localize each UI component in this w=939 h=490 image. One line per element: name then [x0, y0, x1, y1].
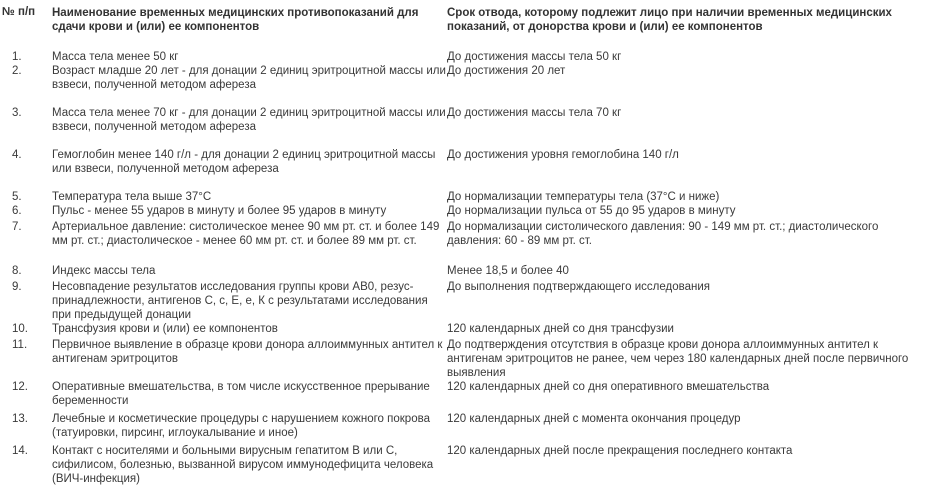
table-row	[0, 190, 939, 204]
header-name: Наименование временных медицинских противопоказаний для сдачи крови и (или) ее компонентов	[52, 7, 419, 33]
row-num: 14.	[12, 445, 28, 457]
row-num: 9.	[12, 281, 22, 293]
table-row	[0, 106, 939, 148]
row-period: Менее 18,5 и более 40	[447, 265, 569, 277]
row-num: 12.	[12, 381, 28, 393]
row-period: 120 календарных дней после прекращения последнего контакта	[447, 445, 793, 457]
table-row	[0, 50, 939, 64]
table-row	[0, 380, 939, 412]
row-num: 4.	[12, 149, 22, 161]
row-period: До нормализации систолического давления: 90 - 149 мм рт. ст.; диастолического давления: 60 - 89 мм рт. ст.	[447, 221, 879, 247]
row-name: Первичное выявление в образце крови донора аллоиммунных антител к антигенам эритроцитов	[52, 339, 443, 365]
row-period: 120 календарных дней со дня оперативного вмешательства	[447, 381, 770, 393]
row-num: 1.	[12, 51, 22, 63]
table-row	[0, 444, 939, 490]
row-name: Возраст младше 20 лет - для донации 2 единиц эритроцитной массы или взвеси, полученной методом афереза	[52, 65, 446, 91]
row-period: До нормализации температуры тела (37°С и ниже)	[447, 191, 720, 203]
row-name: Лечебные и косметические процедуры с нарушением кожного покрова (татуировки, пирсинг, иглоукалывание и иное)	[52, 413, 430, 439]
row-period: До достижения 20 лет	[447, 65, 566, 77]
row-period: До достижения массы тела 70 кг	[447, 107, 622, 119]
table-row	[0, 280, 939, 322]
row-num: 3.	[12, 107, 22, 119]
row-period: До подтверждения отсутствия в образце крови донора аллоиммунных антител к антигенам эритроцитов не ранее, чем через 180 календарных дней после первичного выявления	[447, 339, 909, 379]
row-name: Артериальное давление: систолическое менее 90 мм рт. ст. и более 149 мм рт. ст.; диастолическое - менее 60 мм рт. ст. и более 89 мм рт. ст.	[52, 221, 440, 247]
row-num: 5.	[12, 191, 22, 203]
row-num: 2.	[12, 65, 22, 77]
row-num: 10.	[12, 323, 28, 335]
table-row	[0, 264, 939, 280]
row-num: 13.	[12, 413, 28, 425]
table-row	[0, 64, 939, 106]
row-period: 120 календарных дней с момента окончания процедур	[447, 413, 741, 425]
row-name: Пульс - менее 55 ударов в минуту и более 95 ударов в минуту	[52, 205, 387, 217]
row-num: 6.	[12, 205, 22, 217]
row-name: Масса тела менее 70 кг - для донации 2 единиц эритроцитной массы или взвеси, полученной методом афереза	[52, 107, 446, 133]
row-num: 7.	[12, 221, 22, 233]
row-period: До достижения массы тела 50 кг	[447, 51, 622, 63]
table-row	[0, 148, 939, 190]
row-name: Контакт с носителями и больными вирусным гепатитом В или С, сифилисом, болезнью, вызванной вирусом иммунодефицита человека (ВИЧ-инфекция)	[52, 445, 434, 485]
table-body	[0, 50, 939, 490]
row-name: Несовпадение результатов исследования группы крови АВ0, резус-принадлежности, антигенов С, с, Е, е, К с результатами исследования при предыдущей донации	[52, 281, 428, 321]
row-name: Гемоглобин менее 140 г/л - для донации 2 единиц эритроцитной массы или взвеси, полученной методом афереза	[52, 149, 436, 175]
table-row	[0, 412, 939, 444]
table-row	[0, 338, 939, 380]
row-period: До достижения уровня гемоглобина 140 г/л	[447, 149, 679, 161]
table-row	[0, 204, 939, 220]
table-row	[0, 322, 939, 338]
row-name: Масса тела менее 50 кг	[52, 51, 179, 63]
table-header	[0, 0, 939, 50]
header-period: Срок отвода, которому подлежит лицо при наличии временных медицинских показаний, от донорства крови и (или) ее компонентов	[447, 7, 892, 33]
row-name: Температура тела выше 37°С	[52, 191, 212, 203]
row-name: Трансфузия крови и (или) ее компонентов	[52, 323, 278, 335]
row-period: До нормализации пульса от 55 до 95 ударов в минуту	[447, 205, 736, 217]
table-row	[0, 220, 939, 264]
row-num: 11.	[12, 339, 28, 351]
row-num: 8.	[12, 265, 22, 277]
row-period: 120 календарных дней со дня трансфузии	[447, 323, 674, 335]
row-name: Оперативные вмешательства, в том числе искусственное прерывание беременности	[52, 381, 430, 407]
header-num: № п/п	[2, 6, 36, 18]
row-period: До выполнения подтверждающего исследования	[447, 281, 710, 293]
row-name: Индекс массы тела	[52, 265, 156, 277]
